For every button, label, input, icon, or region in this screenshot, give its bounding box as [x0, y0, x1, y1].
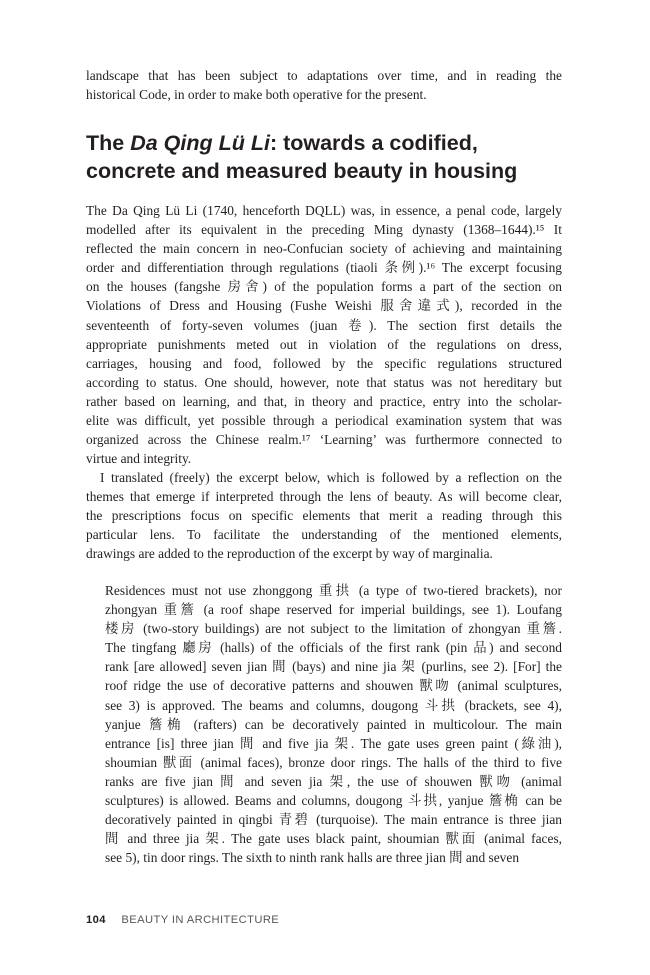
text-line: roof ridge the use of decorative patterns and shouwen 獸吻 (animal sculptures,	[105, 678, 562, 694]
text-line: rather based on learning, and that, in theory and practice, entry into the scholar-	[86, 393, 562, 409]
text-line: see 3) is approved. The beams and columns, dougong 斗拱 (brackets, see 4),	[105, 697, 562, 713]
text-line: historical Code, in order to make both operative for the present.	[86, 87, 427, 103]
text-line: landscape that has been subject to adaptations over time, and in reading the	[86, 68, 562, 83]
paragraph-continued	[86, 66, 562, 104]
paragraph	[86, 468, 562, 563]
heading-italic-title: Da Qing Lü Li	[130, 131, 270, 155]
body-paragraph-2	[86, 468, 562, 563]
heading-prefix: The	[86, 131, 131, 155]
text-line: 間 and three jia 架. The gate uses black paint, shoumian 獸面 (animal faces,	[105, 831, 562, 847]
text-line: zhongyan 重簷 (a roof shape reserved for imperial buildings, see 1). Loufang	[105, 602, 562, 618]
text-line: I translated (freely) the excerpt below, which is followed by a reflection on the	[100, 470, 562, 485]
text-line: The Da Qing Lü Li (1740, henceforth DQLL) was, in essence, a penal code, largely	[86, 203, 562, 218]
heading-suffix: : towards a codified,	[269, 131, 478, 155]
text-line: The tingfang 廳房 (halls) of the officials of the first rank (pin 品) and second	[105, 640, 562, 656]
text-line: the prescriptions focus on specific elements that merit a reading through this	[86, 508, 562, 524]
quote-paragraph	[105, 581, 562, 867]
text-line: yanjue 簷桷 (rafters) can be decoratively painted in multicolour. The main	[105, 716, 562, 732]
text-line: according to status. One should, however, note that status was not hereditary but	[86, 374, 562, 390]
top-paragraph	[86, 66, 562, 104]
text-line: rank [are allowed] seven jian 間 (bays) and nine jia 架 (purlins, see 2). [For] the	[105, 659, 562, 675]
text-line: drawings are added to the reproduction of the excerpt by way of marginalia.	[86, 546, 493, 562]
text-line: appropriate punishments meted out in violation of the regulations on dress,	[86, 336, 562, 352]
text-line: see 5), tin door rings. The sixth to ninth rank halls are three jian 間 and seven	[105, 850, 520, 866]
body-paragraph-1	[86, 201, 562, 468]
text-line: organized across the Chinese realm.¹⁷ ‘Learning’ was furthermore connected to	[86, 432, 562, 448]
text-line: carriages, housing and food, followed by the specific regulations structured	[86, 355, 562, 371]
heading-line-2: concrete and measured beauty in housing	[86, 158, 518, 183]
running-title: BEAUTY IN ARCHITECTURE	[121, 914, 280, 926]
text-line: ranks are five jian 間 and seven jia 架, the use of shouwen 獸吻 (animal	[105, 773, 562, 789]
text-line: Violations of Dress and Housing (Fushe Weishi 服舍違式), recorded in the	[86, 298, 562, 314]
text-line: 楼房 (two-story buildings) are not subject to the limitation of zhongyan 重簷.	[105, 621, 562, 637]
text-line: elite was difficult, yet possible through a periodical examination system that was	[86, 413, 562, 429]
text-line: virtue and integrity.	[86, 451, 192, 467]
text-line: Residences must not use zhonggong 重拱 (a type of two-tiered brackets), nor	[105, 583, 562, 598]
text-line: seventeenth of forty-seven volumes (juan 卷). The section first details the	[86, 317, 562, 333]
text-line: sculptures) is allowed. Beams and columns, dougong 斗拱, yanjue 簷桷 can be	[105, 793, 562, 809]
text-line: modelled after its equivalent in the preceding Ming dynasty (1368–1644).¹⁵ It	[86, 222, 562, 238]
paragraph	[86, 201, 562, 468]
page-number: 104	[86, 914, 106, 926]
text-line: themes that emerge if interpreted through the lens of beauty. As will become clear,	[86, 489, 562, 505]
text-line: order and differentiation through regulations (tiaoli 条例).¹⁶ The excerpt focusing	[86, 260, 562, 276]
text-line: entrance [is] three jian 間 and five jia 架. The gate uses green paint (綠油),	[105, 735, 562, 751]
text-line: reflected the main concern in neo-Confucian society of achieving and maintaining	[86, 241, 562, 257]
page-footer	[86, 914, 279, 926]
text-line: on the houses (fangshe 房舍) of the population forms a part of the section on	[86, 279, 562, 295]
text-line: decoratively painted in qingbi 青碧 (turquoise). The main entrance is three jian	[105, 812, 562, 828]
block-quote	[105, 581, 562, 867]
text-line: particular lens. To facilitate the understanding of the mentioned elements,	[86, 527, 562, 543]
text-line: shoumian 獸面 (animal faces), bronze door rings. The halls of the third to five	[105, 754, 562, 770]
section-heading	[86, 130, 562, 185]
